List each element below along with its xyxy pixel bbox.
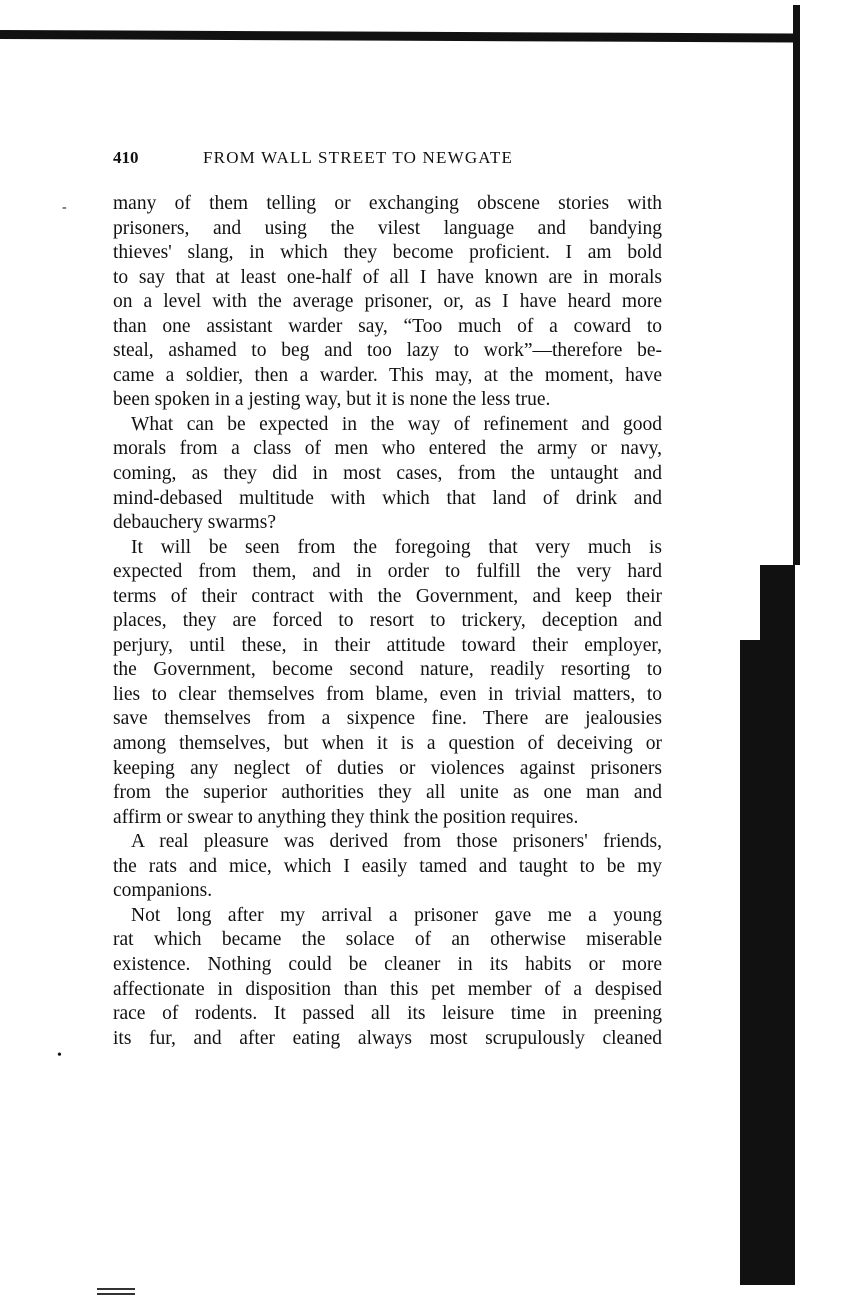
text-line: mind-debased multitude with which that land of drink and xyxy=(113,487,662,509)
text-line: among themselves, but when it is a question of deceiving or xyxy=(113,733,662,755)
running-header xyxy=(113,148,662,172)
text-line: rat which became the solace of an otherwise miserable xyxy=(113,929,662,951)
text-line: existence. Nothing could be cleaner in its habits or more xyxy=(113,953,662,975)
text-line: places, they are forced to resort to trickery, deception and xyxy=(113,610,662,632)
text-line: expected from them, and in order to fulfill the very hard xyxy=(113,561,662,583)
page-body-text xyxy=(113,192,662,1051)
text-line: came a soldier, then a warder. This may, at the moment, have xyxy=(113,364,662,386)
scan-footer-mark xyxy=(97,1288,135,1290)
text-line: many of them telling or exchanging obscene stories with xyxy=(113,193,662,214)
running-title: FROM WALL STREET TO NEWGATE xyxy=(203,148,514,167)
text-line: prisoners, and using the vilest language and bandying xyxy=(113,217,662,239)
scan-right-shadow-dark xyxy=(760,565,795,1285)
text-line: race of rodents. It passed all its leisure time in preening xyxy=(113,1003,662,1025)
text-line: steal, ashamed to beg and too lazy to work”—therefore be- xyxy=(113,340,662,362)
text-line: morals from a class of men who entered the army or navy, xyxy=(113,438,662,460)
text-line: affirm or swear to anything they think the position requires. xyxy=(113,806,579,828)
text-line: on a level with the average prisoner, or, as I have heard more xyxy=(113,291,662,313)
text-line: lies to clear themselves from blame, even in trivial matters, to xyxy=(113,683,662,705)
text-line: terms of their contract with the Government, and keep their xyxy=(113,585,662,607)
text-line: debauchery swarms? xyxy=(113,512,276,534)
text-line: coming, as they did in most cases, from the untaught and xyxy=(113,463,662,485)
text-line: Not long after my arrival a prisoner gave me a young xyxy=(131,904,662,926)
scan-right-edge xyxy=(793,5,800,565)
text-line: save themselves from a sixpence fine. There are jealousies xyxy=(113,708,662,730)
scan-top-border xyxy=(0,30,795,42)
text-line: from the superior authorities they all unite as one man and xyxy=(113,782,662,804)
scan-speck: • xyxy=(57,1048,62,1063)
text-line: A real pleasure was derived from those prisoners' friends, xyxy=(131,831,662,853)
text-line: been spoken in a jesting way, but it is none the less true. xyxy=(113,389,551,411)
text-line: its fur, and after eating always most scrupulously cleaned xyxy=(113,1027,662,1049)
page-number: 410 xyxy=(113,148,139,167)
text-line: keeping any neglect of duties or violences against prisoners xyxy=(113,757,662,779)
text-line: thieves' slang, in which they become proficient. I am bold xyxy=(113,242,662,264)
text-line: the Government, become second nature, readily resorting to xyxy=(113,659,662,681)
text-line: the rats and mice, which I easily tamed and taught to be my xyxy=(113,855,662,877)
text-line: companions. xyxy=(113,880,213,902)
text-line: to say that at least one-half of all I have known are in morals xyxy=(113,266,662,288)
text-line: affectionate in disposition than this pet member of a despised xyxy=(113,978,662,1000)
text-line: perjury, until these, in their attitude toward their employer, xyxy=(113,634,662,656)
text-line: It will be seen from the foregoing that very much is xyxy=(131,536,662,558)
scan-speck: - xyxy=(62,200,67,215)
text-line: than one assistant warder say, “Too much of a coward to xyxy=(113,315,662,337)
text-line: What can be expected in the way of refinement and good xyxy=(131,413,662,435)
